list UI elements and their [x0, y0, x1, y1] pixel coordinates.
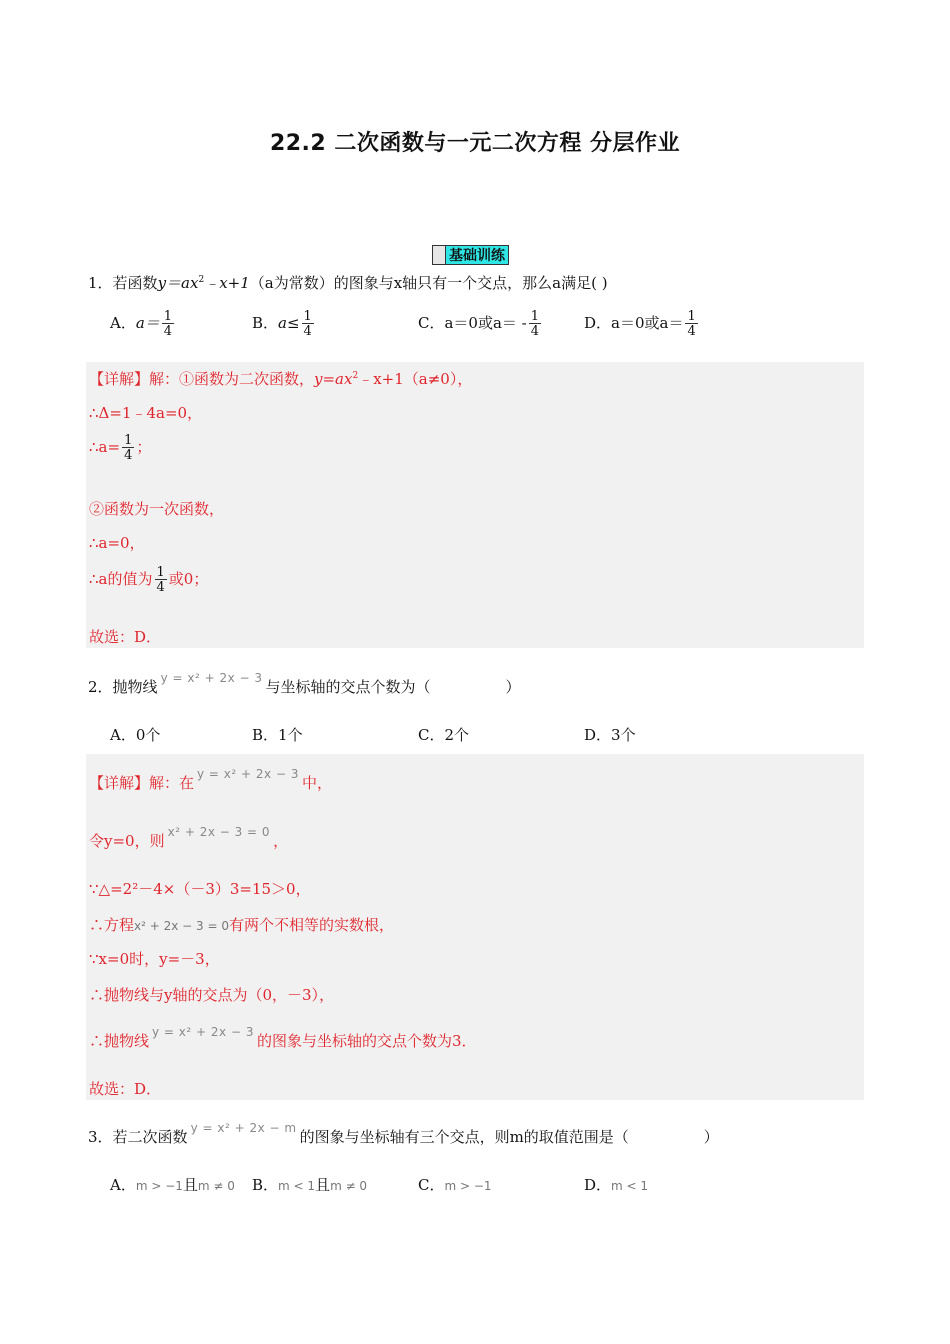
- solution-line: 故选：D．: [89, 628, 162, 646]
- fraction: [685, 310, 697, 338]
- q2-option-c: C．2个: [418, 726, 470, 744]
- solution-text: 中，: [301, 774, 332, 792]
- option-text: 且: [182, 1176, 198, 1194]
- question-text: 抛物线: [112, 678, 158, 696]
- numerator: 1: [303, 309, 312, 324]
- numerator: 1: [156, 565, 165, 580]
- q3-option-a: [110, 1174, 235, 1195]
- solution-line: [89, 914, 394, 935]
- solution-text: 【详解】解：①函数为二次函数，: [89, 370, 315, 388]
- solution-text: ∴抛物线: [89, 1032, 150, 1050]
- option-label: A．: [110, 314, 136, 332]
- q3-option-b: [252, 1174, 367, 1195]
- solution-line: [89, 566, 208, 594]
- option-label: D．: [584, 314, 612, 332]
- option-label: B．: [252, 314, 279, 332]
- option-text: a≤: [278, 314, 300, 332]
- section-tag-label: 基础训练: [446, 245, 509, 265]
- option-label: A．: [110, 1176, 136, 1194]
- question-2: [88, 671, 521, 697]
- question-number: 1．: [88, 274, 113, 292]
- solution-text: ∴a的值为: [89, 570, 153, 588]
- section-tag-box: [432, 245, 446, 265]
- q1-option-a: [110, 310, 176, 338]
- q2-option-d: D．3个: [584, 726, 636, 744]
- q3-option-c: [418, 1174, 492, 1195]
- question-text: 若二次函数: [112, 1128, 188, 1146]
- solution-line: ∵△=2²－4×（－3）3=15＞0，: [89, 880, 311, 898]
- solution-line: [89, 767, 332, 793]
- solution-line: [89, 1025, 477, 1051]
- solution-line: ∴a=0，: [89, 534, 145, 552]
- solution-formula: x² + 2x − 3 = 0: [134, 919, 229, 933]
- numerator: 1: [124, 433, 133, 448]
- solution-text: 【详解】解：在: [89, 774, 195, 792]
- solution-formula: y = x² + 2x − 3: [197, 767, 299, 781]
- question-text: 若函数: [112, 274, 158, 292]
- solution-text: 有两个不相等的实数根，: [228, 916, 394, 934]
- question-text-rest: 与坐标轴的交点个数为（ ）: [265, 678, 521, 696]
- q1-solution-block: [86, 362, 864, 648]
- solution-line: [89, 434, 151, 462]
- solution-formula: x² + 2x − 3 = 0: [167, 825, 271, 839]
- option-text: 且: [315, 1176, 331, 1194]
- solution-text: 的图象与坐标轴的交点个数为3．: [256, 1032, 477, 1050]
- option-text: a＝0或a＝: [611, 314, 684, 332]
- option-label: C．: [418, 314, 445, 332]
- q2-solution-block: [86, 754, 864, 1100]
- solution-line: [89, 368, 472, 389]
- question-text-rest: 的图象与坐标轴有三个交点，则m的取值范围是（ ）: [299, 1128, 719, 1146]
- numerator: 1: [163, 309, 173, 324]
- question-text-rest: （a为常数）的图象与x轴只有一个交点，那么a满足( ): [249, 274, 608, 292]
- q1-option-b: [252, 310, 316, 338]
- solution-line: ∴Δ=1﹣4a=0，: [89, 404, 203, 422]
- option-formula: m < 1: [278, 1179, 316, 1193]
- denominator: 4: [687, 324, 696, 339]
- fraction: [155, 566, 167, 594]
- question-number: 3．: [88, 1128, 113, 1146]
- solution-text: 或0；: [168, 570, 209, 588]
- option-formula: m ≠ 0: [197, 1179, 235, 1193]
- solution-text: ﹣x+1（a≠0），: [358, 370, 473, 388]
- page-title: 22.2 二次函数与一元二次方程 分层作业: [269, 131, 681, 156]
- denominator: 4: [156, 580, 165, 595]
- solution-line: [89, 825, 289, 851]
- option-label: D．: [584, 1176, 612, 1194]
- section-tag: [432, 245, 509, 265]
- exponent: 2: [198, 275, 205, 285]
- option-formula: m > −1: [444, 1179, 492, 1193]
- solution-text: ；: [136, 438, 152, 456]
- numerator: 1: [687, 309, 696, 324]
- q1-option-d: [584, 310, 700, 338]
- question-3: [88, 1121, 719, 1147]
- fraction: [529, 310, 541, 338]
- option-formula: m ≠ 0: [330, 1179, 368, 1193]
- denominator: 4: [303, 324, 312, 339]
- q3-option-d: [584, 1174, 648, 1195]
- numerator: 1: [530, 309, 540, 324]
- option-label: B．: [252, 1176, 279, 1194]
- option-text: a＝: [135, 314, 160, 332]
- option-formula: m < 1: [611, 1179, 649, 1193]
- q2-option-a: A．0个: [110, 726, 161, 744]
- solution-line: ②函数为一次函数，: [89, 500, 225, 518]
- fraction: [162, 310, 174, 338]
- q1-option-c: [418, 310, 543, 338]
- question-formula: y = x² + 2x − 3: [160, 671, 263, 685]
- question-1: [88, 272, 608, 293]
- question-number: 2．: [88, 678, 113, 696]
- question-function-rest: ﹣x+1: [204, 274, 250, 292]
- solution-text: ，: [273, 832, 289, 850]
- question-function: y＝ax: [157, 274, 199, 292]
- solution-text: ∴a=: [89, 438, 121, 456]
- fraction: [122, 434, 134, 462]
- solution-text: 令y=0，则: [89, 832, 165, 850]
- solution-line: ∴抛物线与y轴的交点为（0，－3），: [89, 986, 335, 1004]
- exponent: 2: [352, 371, 359, 381]
- solution-line: 故选：D．: [89, 1080, 162, 1098]
- question-formula: y = x² + 2x − m: [190, 1121, 297, 1135]
- option-label: C．: [418, 1176, 445, 1194]
- fraction: [302, 310, 314, 338]
- solution-line: ∵x=0时，y=－3，: [89, 950, 220, 968]
- option-formula: m > −1: [135, 1179, 183, 1193]
- q2-option-b: B．1个: [252, 726, 303, 744]
- denominator: 4: [163, 324, 173, 339]
- denominator: 4: [124, 448, 133, 463]
- denominator: 4: [530, 324, 540, 339]
- option-text: a＝0或a＝ -: [444, 314, 527, 332]
- solution-math: y=ax: [314, 370, 353, 388]
- solution-formula: y = x² + 2x − 3: [152, 1025, 254, 1039]
- solution-text: ∴方程: [89, 916, 135, 934]
